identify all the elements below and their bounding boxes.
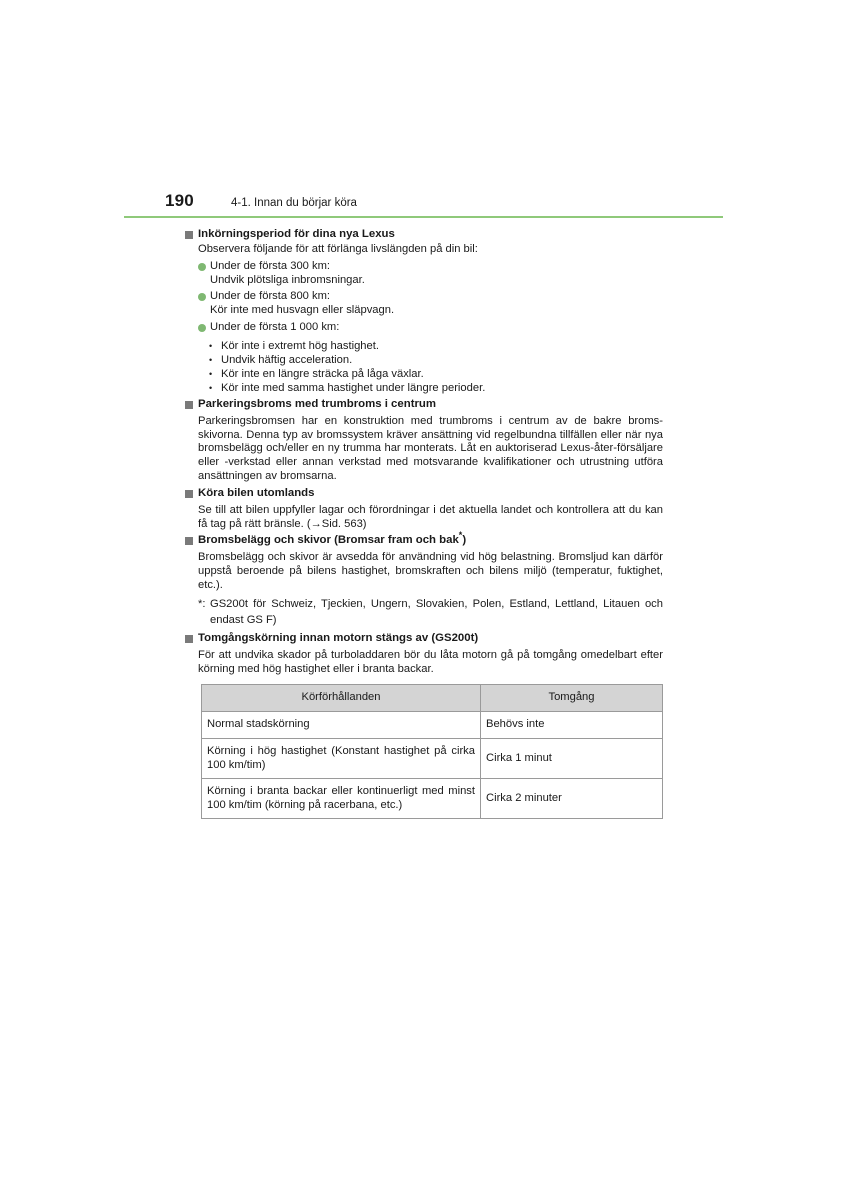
section-brake-pads [185,530,663,627]
sub-list-item: • Kör inte med samma hastighet under längre perioder. [209,381,486,394]
header-rule [124,216,723,218]
section-heading [185,227,663,243]
page-content [185,225,663,819]
square-bullet-icon [185,231,193,239]
list-item [198,321,663,335]
square-bullet-icon [185,490,193,498]
footnote [198,596,663,628]
square-bullet-icon [185,635,193,643]
circle-bullet-icon [198,263,206,271]
table-row [202,712,663,739]
dot-icon: • [209,340,213,351]
section-parking-brake [185,397,663,484]
intro-text: Observera följande för att förlänga livslängden på din bil: [198,243,478,255]
sub-list-item: • Undvik häftig acceleration. [209,353,353,366]
circle-bullet-icon [198,293,206,301]
section-heading [185,631,663,647]
section-heading [185,486,663,502]
table-row [202,739,663,779]
table-row [202,779,663,819]
page-number: 190 [165,191,194,210]
table-cell: Cirka 2 minuter [481,779,663,819]
dot-icon: • [209,354,213,365]
list-item [198,290,663,318]
sub-list [209,339,663,395]
section-text: Parkeringsbromsen har en konstruktion med trumbroms i centrum av de bakre broms-skivorna. Denna typ av bromssystem kräver ansättning vid regelbundna tillfällen eller när nya bromsbelägg och/eller en ny trumma har monterats. Låt en auktoriserad Lexus-åter-försäljare eller -verkstad eller annan verkstad med motsvarande kvalifikationer och utrustning utföra ansättningen av bromsarna. [198,414,663,482]
table-cell: Cirka 1 minut [481,739,663,779]
table-header-cell: Tomgång [481,685,663,712]
section-title: Parkeringsbroms med trumbroms i centrum [198,397,437,410]
square-bullet-icon [185,537,193,545]
section-break-in [185,227,663,395]
section-text: Bromsbelägg och skivor är avsedda för användning vid hög belastning. Bromsljud kan därför uppstå beroende på bilens hastighet, bromskraften och bilens miljö (temperatur, fuktighet, etc.). [198,551,663,591]
section-title: Tomgångskörning innan motorn stängs av (GS200t) [198,631,479,644]
section-title: Bromsbelägg och skivor (Bromsar fram och bak*) [198,530,467,547]
table-cell: Normal stadskörning [202,712,481,739]
section-idling [185,631,663,677]
sub-list-item: • Kör inte i extremt hög hastighet. [209,339,379,352]
asterisk-mark: * [458,530,463,541]
table-cell: Behövs inte [481,712,663,739]
table-header-cell: Körförhållanden [202,685,481,712]
square-bullet-icon [185,401,193,409]
bullet-title: Under de första 1 000 km: [210,320,340,333]
table-cell: Körning i hög hastighet (Konstant hastighet på cirka 100 km/tim) [202,739,481,779]
section-text: För att undvika skador på turboladdaren bör du låta motorn gå på tomgång omedelbart efter körning med hög hastighet eller i branta backar. [198,648,663,675]
idling-table [201,684,663,819]
section-heading [185,397,663,413]
table-header-row [202,685,663,712]
sub-list-item: • Kör inte en längre sträcka på låga växlar. [209,367,424,380]
section-driving-abroad [185,486,663,532]
footnote-text: GS200t för Schweiz, Tjeckien, Ungern, Slovakien, Polen, Estland, Lettland, Litauen och endast GS F) [210,597,663,626]
section-title: Inkörningsperiod för dina nya Lexus [198,228,395,241]
circle-bullet-icon [198,324,206,332]
section-title: Köra bilen utomlands [198,486,315,499]
dot-icon: • [209,368,213,379]
bullet-text: Kör inte med husvagn eller släpvagn. [210,304,395,317]
chapter-title: 4-1. Innan du börjar köra [231,197,357,209]
dot-icon: • [209,382,213,393]
section-heading [185,530,663,549]
footnote-mark: *: [198,597,206,610]
section-text: Se till att bilen uppfyller lagar och förordningar i det aktuella landet och kontrollera att du kan få tag på rätt bränsle. (→Sid. 563) [198,503,663,530]
table-cell: Körning i branta backar eller kontinuerligt med minst 100 km/tim (körning på racerbana, etc.) [202,779,481,819]
bullet-title: Under de första 800 km: [210,290,331,303]
bullet-title: Under de första 300 km: [210,259,331,272]
bullet-text: Undvik plötsliga inbromsningar. [210,273,365,286]
list-item [198,260,663,288]
